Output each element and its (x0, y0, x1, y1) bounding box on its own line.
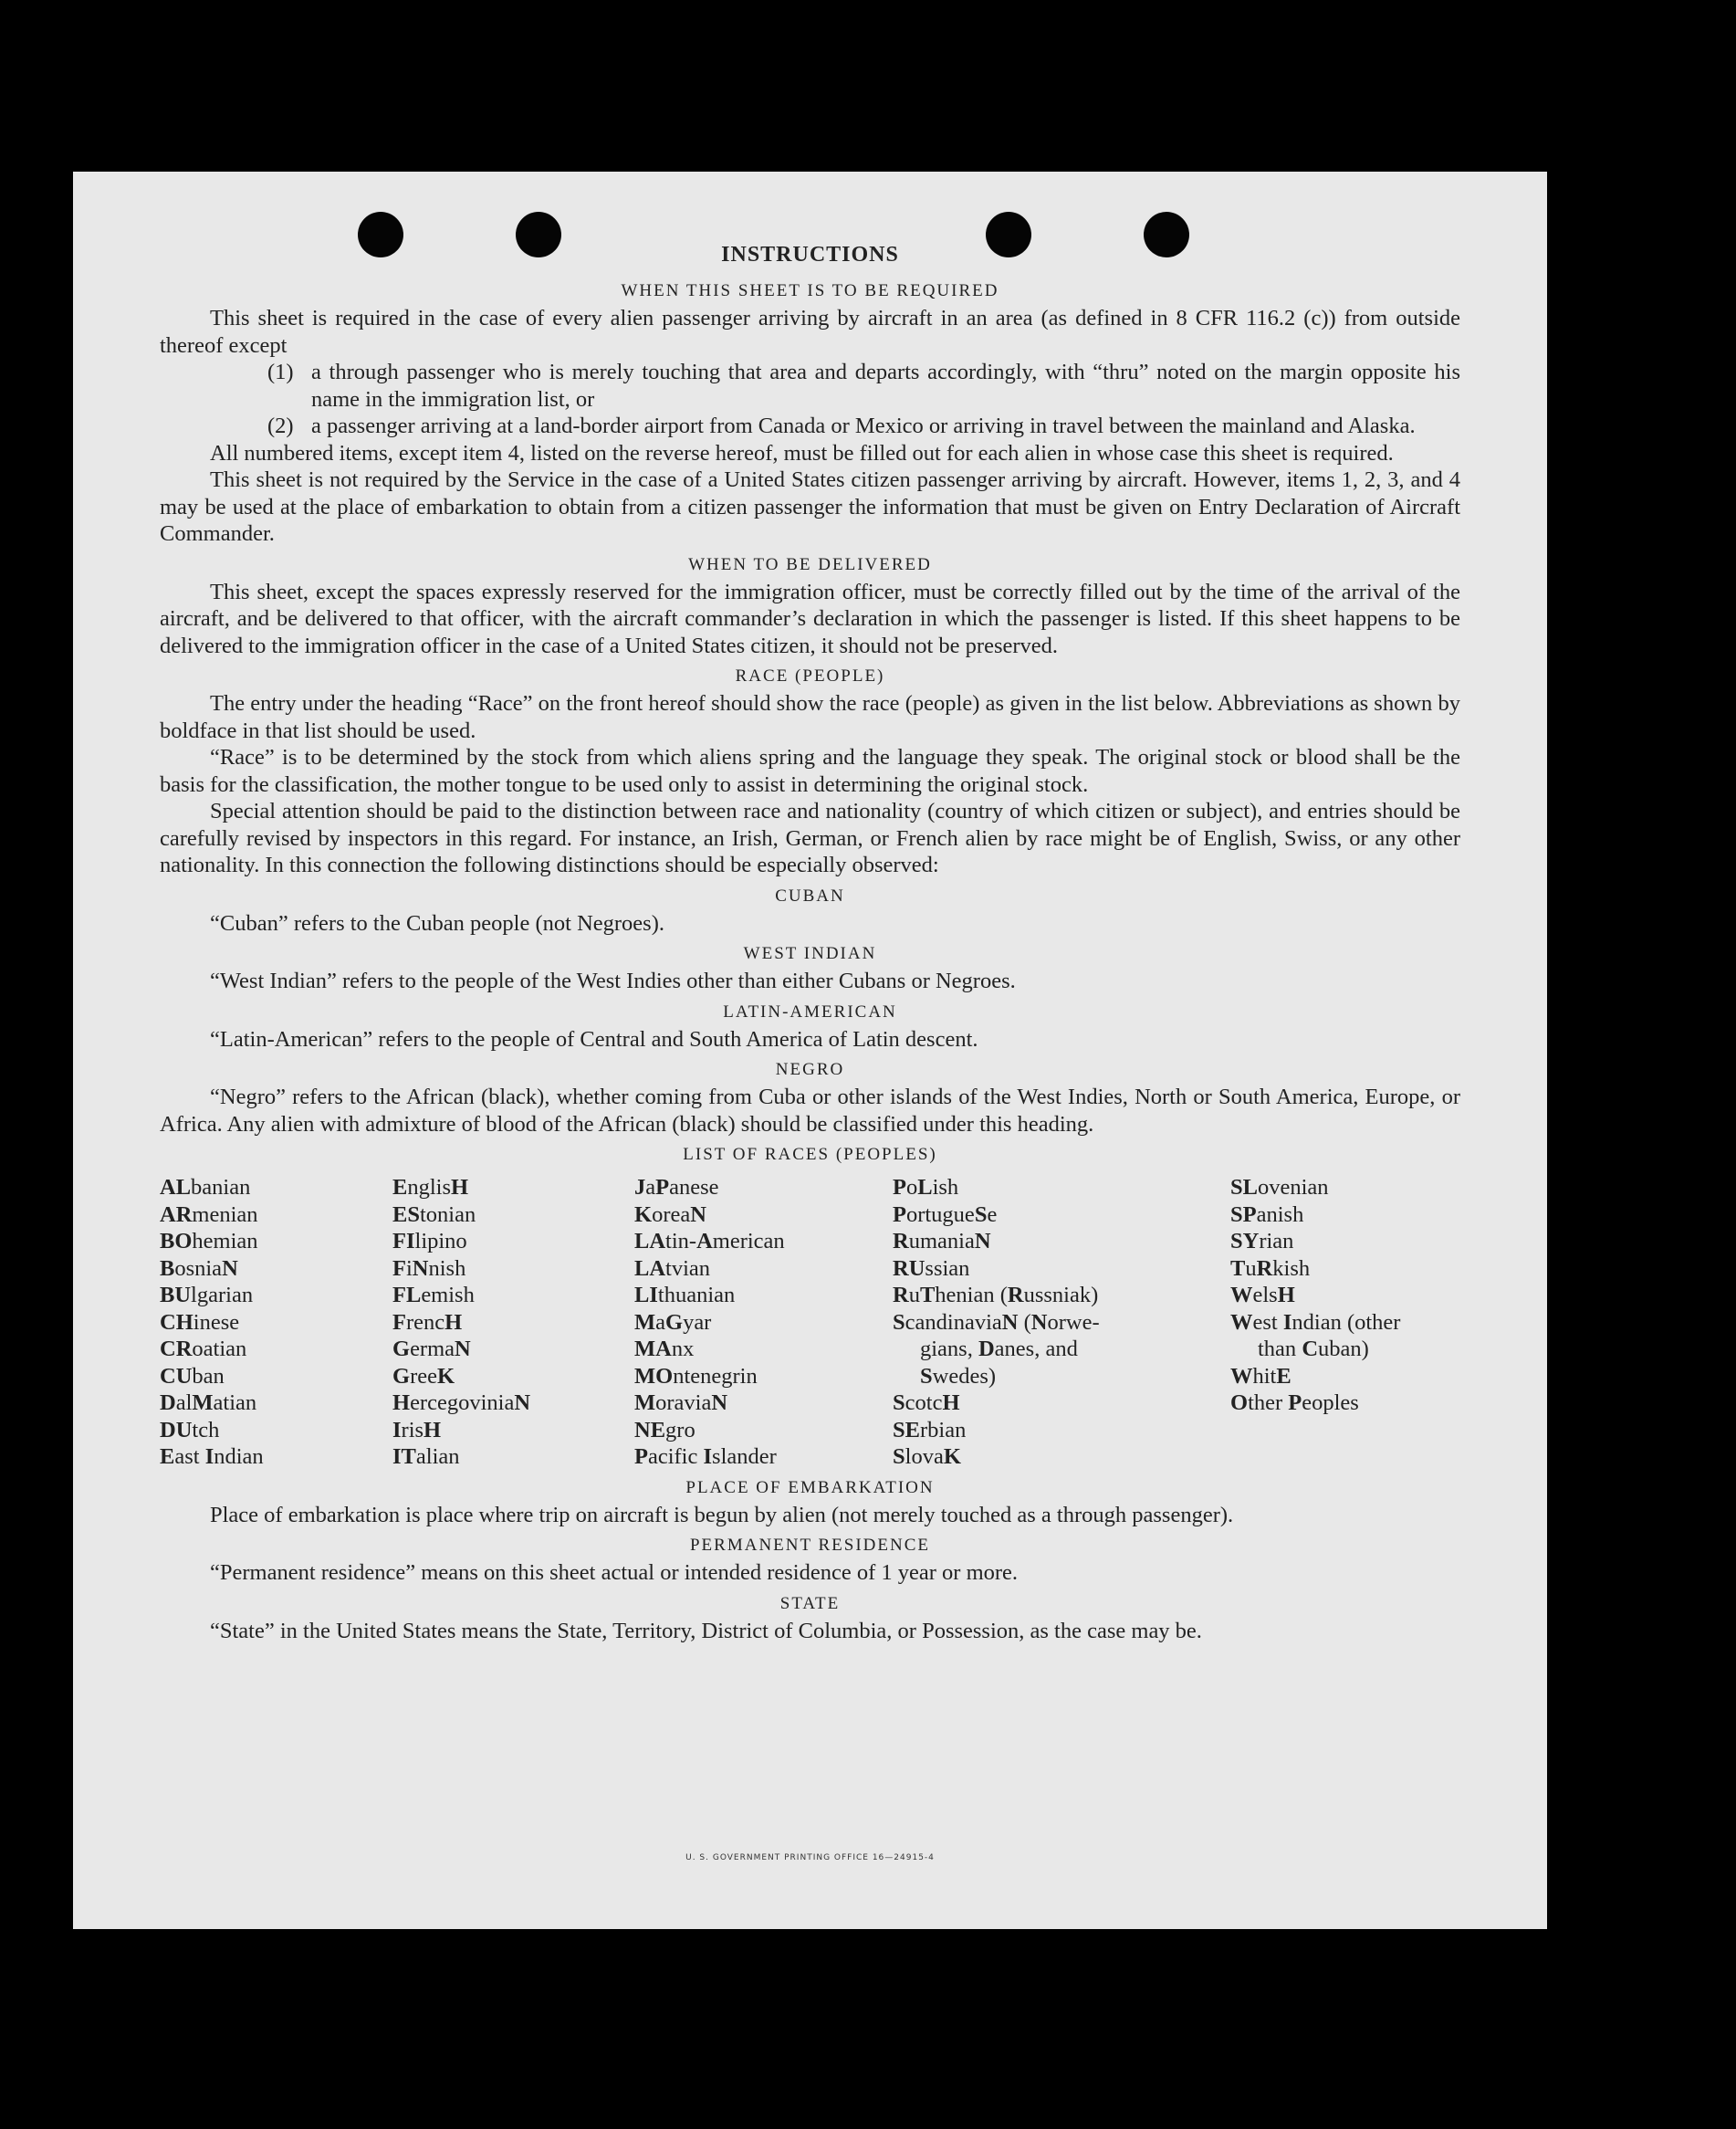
race-item: SYrian (1230, 1229, 1294, 1253)
race-item: LAtin-American (634, 1229, 785, 1253)
residence-text: “Permanent residence” means on this sheet actual or intended residence of 1 year or more. (210, 1560, 1019, 1585)
race-item: MAnx (634, 1337, 695, 1361)
race-item: SLovenian (1230, 1175, 1329, 1200)
race-item: BOhemian (160, 1229, 258, 1253)
instructions-body (160, 274, 1460, 1644)
race-item: MoraviaN (634, 1390, 728, 1415)
negro-text: “Negro” refers to the African (black), whether coming from Cuba or other islands of the West Indies, North or South America, Europe, or Africa. Any alien with admixture of blood of the African (black) should be classified under this heading. (160, 1085, 1460, 1137)
race-item: WelsH (1230, 1283, 1295, 1307)
race-list (160, 1174, 1460, 1471)
race-item: Pacific Islander (634, 1444, 777, 1469)
item-number: (1) (267, 360, 294, 384)
race-item: SlovaK (893, 1444, 961, 1469)
exception-item (160, 359, 1460, 413)
race-item: ALbanian (160, 1175, 251, 1200)
section-heading-races: LIST OF RACES (PEOPLES) (683, 1145, 937, 1164)
race-item: DalMatian (160, 1390, 257, 1415)
item-text: a through passenger who is merely touching that area and departs accordingly, with “thru” noted on the margin opposite his name in the immigration list, or (311, 360, 1460, 412)
race-item: WhitE (1230, 1363, 1292, 1389)
item-number: (2) (267, 414, 294, 438)
race-item: Swedes) (920, 1363, 997, 1389)
race-para3: Special attention should be paid to the distinction between race and nationality (country of which citizen or subject), and entries should be carefully revised by inspectors in this regard. For instance, an Irish, German, or French alien by race might be of English, Swiss, or any other nationality. In this connection the following distinctions should be especially observed: (160, 799, 1460, 877)
race-para2: “Race” is to be determined by the stock from which aliens spring and the language they speak. The original stock or blood shall be the basis for the classification, the mother tongue to be used only to assist in determining the original stock. (160, 745, 1460, 797)
section-heading-embarkation: PLACE OF EMBARKATION (685, 1477, 935, 1497)
race-item: GermaN (392, 1337, 471, 1361)
embarkation-text: Place of embarkation is place where trip on aircraft is begun by alien (not merely touched as a through passenger). (210, 1502, 1234, 1527)
race-para1: The entry under the heading “Race” on the front hereof should show the race (people) as given in the list below. Abbreviations as shown by boldface in that list should be used. (160, 691, 1460, 743)
race-item: ARmenian (160, 1201, 258, 1227)
race-item: DUtch (160, 1417, 220, 1442)
race-item: MOntenegrin (634, 1363, 758, 1389)
race-item: RUssian (893, 1255, 970, 1281)
race-item: FiNnish (392, 1255, 466, 1281)
delivered-text: This sheet, except the spaces expressly reserved for the immigration officer, must be correctly filled out by the time of the arrival of the aircraft, and be delivered to that officer, with the aircraft commander’s declaration in which the passenger is listed. If this sheet happens to be delivered to the immigration officer in the case of a United States citizen, it should not be preserved. (160, 579, 1460, 658)
race-item: Other Peoples (1230, 1390, 1359, 1415)
race-item: JaPanese (634, 1175, 719, 1200)
race-item: RuThenian (Russniak) (893, 1283, 1099, 1307)
west-indian-text: “West Indian” refers to the people of the West Indies other than either Cubans or Negroes. (210, 969, 1016, 993)
section-heading-residence: PERMANENT RESIDENCE (689, 1536, 931, 1555)
exception-item (160, 413, 1460, 440)
race-item: ITalian (392, 1444, 460, 1469)
section-heading-cuban: CUBAN (775, 886, 845, 906)
race-item: HercegoviniaN (392, 1390, 531, 1415)
section-heading-delivered: WHEN TO BE DELIVERED (688, 554, 932, 574)
race-item: ScandinaviaN (Norwe- (893, 1309, 1100, 1335)
race-item: LAtvian (634, 1255, 711, 1281)
race-item: BUlgarian (160, 1283, 254, 1307)
race-item: PoLish (893, 1175, 959, 1200)
race-item: SErbian (893, 1417, 967, 1442)
printer-imprint: U. S. GOVERNMENT PRINTING OFFICE 16—24915-4 (685, 1853, 935, 1862)
race-item: LIthuanian (634, 1283, 736, 1307)
race-item: ScotcH (893, 1390, 960, 1415)
section-heading-state: STATE (779, 1593, 841, 1613)
race-item: BosniaN (160, 1255, 238, 1281)
race-item: East Indian (160, 1444, 264, 1469)
race-column (160, 1174, 392, 1471)
race-item: PortugueSe (893, 1201, 998, 1227)
required-intro: This sheet is required in the case of every alien passenger arriving by aircraft in an area (as defined in 8 CFR 116.2 (c)) from outside thereof except (160, 306, 1460, 358)
race-item: TuRkish (1230, 1255, 1311, 1281)
race-item: MaGyar (634, 1309, 712, 1335)
race-item: EnglisH (392, 1175, 469, 1200)
race-item: GreeK (392, 1363, 455, 1389)
section-heading-required: WHEN THIS SHEET IS TO BE REQUIRED (621, 281, 999, 300)
race-item: CRoatian (160, 1337, 247, 1361)
race-item: FLemish (392, 1283, 475, 1307)
race-item: than Cuban) (1258, 1337, 1369, 1361)
section-heading-latin-american: LATIN-AMERICAN (723, 1002, 897, 1022)
race-item: KoreaN (634, 1201, 706, 1227)
race-item: FrencH (392, 1309, 463, 1335)
section-heading-negro: NEGRO (775, 1060, 845, 1079)
race-column (392, 1174, 634, 1471)
race-column (1230, 1174, 1459, 1471)
race-item: SPanish (1230, 1201, 1304, 1227)
race-item: IrisH (392, 1417, 442, 1442)
document-sheet (73, 172, 1547, 1929)
race-item: NEgro (634, 1417, 695, 1442)
section-heading-west-indian: WEST INDIAN (743, 944, 877, 963)
race-item: CUban (160, 1363, 225, 1389)
race-column (893, 1174, 1230, 1471)
race-item: FIlipino (392, 1229, 467, 1253)
race-item: West Indian (other (1230, 1309, 1401, 1335)
race-column (634, 1174, 893, 1471)
section-heading-race: RACE (PEOPLE) (735, 666, 885, 686)
race-item: gians, Danes, and (920, 1337, 1078, 1361)
required-para2: All numbered items, except item 4, listed on the reverse hereof, must be filled out for each alien in whose case this sheet is required. (210, 440, 1394, 466)
required-para3: This sheet is not required by the Service in the case of a United States citizen passenger arriving by aircraft. However, items 1, 2, 3, and 4 may be used at the place of embarkation to obtain from a citizen passenger the information that must be given on Entry Declaration of Aircraft Commander. (160, 467, 1460, 546)
race-item: EStonian (392, 1201, 476, 1227)
page-title: INSTRUCTIONS (721, 243, 899, 267)
race-item: CHinese (160, 1309, 240, 1335)
race-item: RumaniaN (893, 1229, 991, 1253)
cuban-text: “Cuban” refers to the Cuban people (not Negroes). (210, 910, 664, 936)
item-text: a passenger arriving at a land-border airport from Canada or Mexico or arriving in travel between the mainland and Alaska. (311, 414, 1416, 438)
latin-american-text: “Latin-American” refers to the people of Central and South America of Latin descent. (210, 1026, 978, 1052)
state-text: “State” in the United States means the State, Territory, District of Columbia, or Possession, as the case may be. (210, 1618, 1202, 1643)
